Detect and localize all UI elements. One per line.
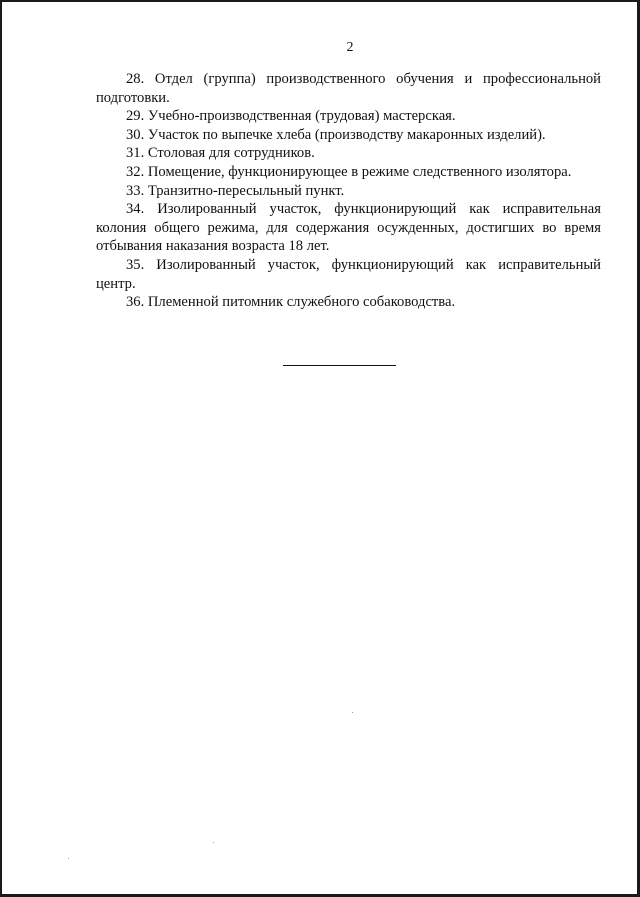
scan-speck	[213, 842, 214, 843]
list-item: 29. Учебно-производственная (трудовая) мастерская.	[126, 108, 456, 125]
item-list	[96, 70, 601, 312]
page-number: 2	[346, 40, 354, 55]
list-item: 30. Участок по выпечке хлеба (производству макаронных изделий).	[126, 126, 546, 143]
list-item: 34. Изолированный участок, функционирующий как исправительная колония общего режима, для содержания осужденных, достигших во время отбывания наказания возраста 18 лет.	[96, 201, 601, 255]
list-item: 36. Племенной питомник служебного собаководства.	[126, 294, 456, 311]
scan-speck	[352, 712, 353, 713]
list-item: 28. Отдел (группа) производственного обучения и профессиональной подготовки.	[96, 71, 601, 106]
list-item: 35. Изолированный участок, функционирующий как исправительный центр.	[96, 256, 601, 292]
list-item: 31. Столовая для сотрудников.	[126, 145, 315, 162]
end-separator-line	[283, 365, 396, 366]
scan-speck	[68, 858, 69, 859]
scan-border-left	[0, 0, 2, 897]
scan-border-top	[0, 0, 640, 2]
list-item: 33. Транзитно-пересыльный пункт.	[126, 182, 345, 199]
list-item: 32. Помещение, функционирующее в режиме следственного изолятора.	[126, 163, 572, 180]
